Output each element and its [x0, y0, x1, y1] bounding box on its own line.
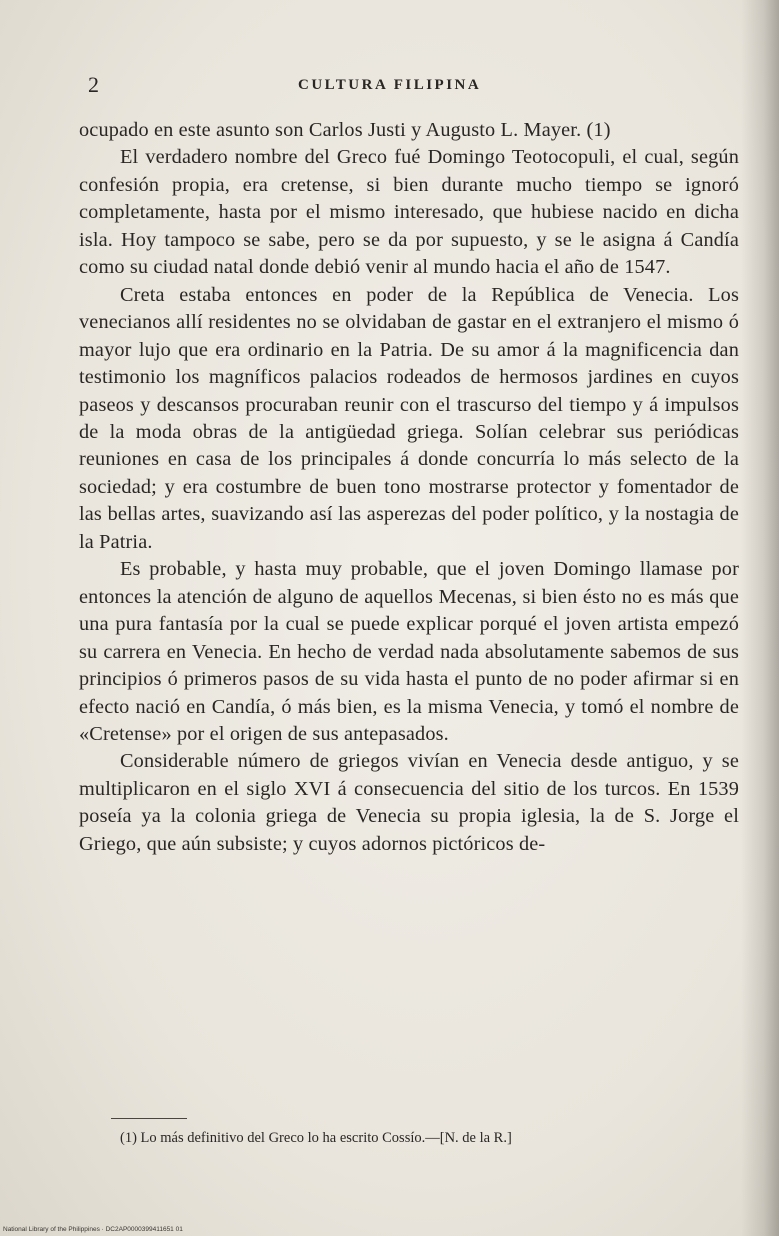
page-edge-shadow [741, 0, 779, 1236]
paragraph-1: ocupado en este asunto son Carlos Justi y Augusto L. Mayer. (1) [79, 119, 611, 141]
running-head: CULTURA FILIPINA [298, 77, 482, 93]
page-number: 2 [88, 72, 99, 97]
paragraph-2: El verdadero nombre del Greco fué Domingo Teotocopuli, el cual, según confesión propia, era cretense, si bien durante mucho tiempo se ignoró completamente, hasta por el mismo interesado, que hubiese nacido en dicha isla. Hoy tampoco se sabe, pero se da por supuesto, y se le asigna á Candía como su ciudad natal donde debió venir al mundo hacia el año de 1547. [79, 146, 739, 279]
paragraph-5: Considerable número de griegos vivían en Venecia desde antiguo, y se multiplicaron en el siglo XVI á consecuencia del sitio de los turcos. En 1539 poseía ya la colonia griega de Venecia su propia iglesia, la de S. Jorge el Griego, que aún subsiste; y cuyos adornos pictóricos de- [79, 750, 739, 855]
paragraph-4: Es probable, y hasta muy probable, que el joven Domingo llamase por entonces la atención de alguno de aquellos Mecenas, si bien ésto no es más que una pura fantasía por la cual se puede explicar porqué el joven artista empezó su carrera en Venecia. En hecho de verdad nada absolutamente sabemos de sus principios ó primeros pasos de su vida hasta el punto de no poder afirmar si en efecto nació en Candía, ó más bien, es la misma Venecia, y tomó el nombre de «Cretense» por el origen de sus antepasados. [79, 558, 739, 745]
page-header [88, 72, 648, 98]
body-text [79, 117, 739, 858]
footnote-divider [111, 1118, 187, 1119]
footnote: (1) Lo más definitivo del Greco lo ha escrito Cossío.—[N. de la R.] [120, 1130, 512, 1146]
paragraph-3: Creta estaba entonces en poder de la República de Venecia. Los venecianos allí residentes no se olvidaban de gastar en el extranjero el mismo ó mayor lujo que era ordinario en la Patria. De su amor á la magnificencia dan testimonio los magníficos palacios rodeados de hermosos jardines en cuyos paseos y descansos procuraban reunir con el trascurso del tiempo y á impulsos de la moda obras de la antigüedad griega. Solían celebrar sus periódicas reuniones en casa de los principales á donde concurría lo más selecto de la sociedad; y era costumbre de buen tono mostrarse protector y fomentador de las bellas artes, suavizando así las asperezas del poder político, y la nostagia de la Patria. [79, 283, 739, 553]
library-stamp: National Library of the Philippines · DC2AP0000399411651 01 [3, 1226, 183, 1233]
